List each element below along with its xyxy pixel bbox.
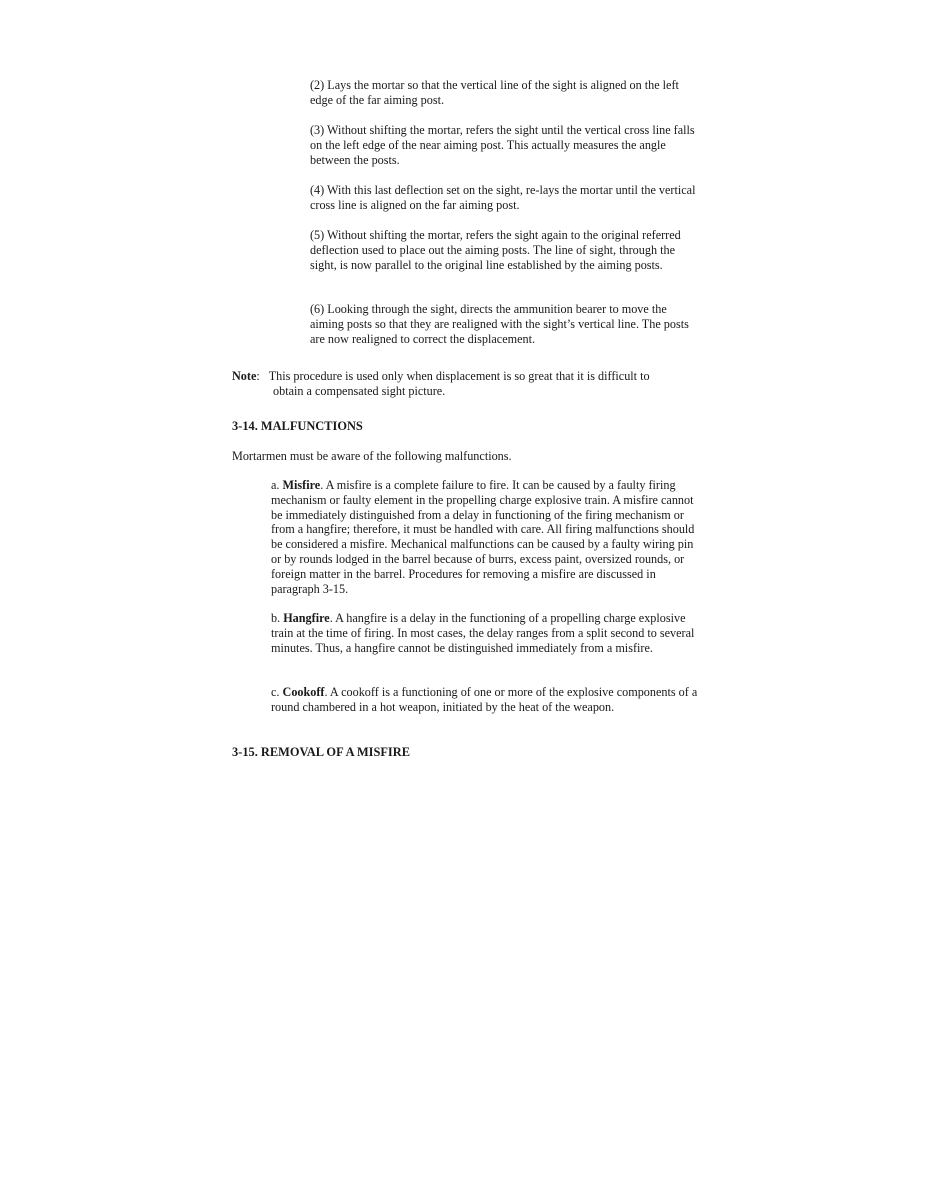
hangfire-paragraph — [271, 611, 701, 655]
note-line-1 — [232, 369, 702, 384]
malfunctions-intro: Mortarmen must be aware of the following malfunctions. — [232, 449, 512, 463]
step-3-paragraph: (3) Without shifting the mortar, refers the sight until the vertical cross line falls on the left edge of the near aiming post. This actually measures the angle between the posts. — [310, 123, 695, 167]
misfire-term: Misfire — [282, 478, 321, 492]
hangfire-term: Hangfire — [283, 611, 330, 625]
step-6-paragraph: (6) Looking through the sight, directs the ammunition bearer to move the aiming posts so that they are realigned with the sight’s vertical line. The posts are now realigned to correct the displacement. — [310, 302, 689, 346]
misfire-paragraph — [271, 478, 701, 596]
note-label: Note — [232, 369, 257, 383]
cookoff-paragraph — [271, 685, 701, 715]
step-4-paragraph: (4) With this last deflection set on the sight, re-lays the mortar until the vertical cross line is aligned on the far aiming post. — [310, 183, 696, 212]
note-block — [232, 369, 702, 399]
section-heading-removal-of-misfire: 3-15. REMOVAL OF A MISFIRE — [232, 745, 410, 759]
hangfire-text: . A hangfire is a delay in the functioning of a propelling charge explosive train at the time of firing. In most cases, the delay ranges from a split second to several minutes. Thus, a hangfire cannot be distinguished immediately from a misfire. — [271, 611, 695, 655]
note-separator: : — [256, 369, 260, 383]
step-5-paragraph: (5) Without shifting the mortar, refers the sight again to the original referred deflection used to place out the aiming posts. The line of sight, through the sight, is now parallel to the original line established by the aiming posts. — [310, 228, 681, 272]
hangfire-prefix: b. — [271, 611, 281, 625]
note-text-line-1: This procedure is used only when displacement is so great that it is difficult to — [268, 369, 650, 383]
misfire-prefix: a. — [271, 478, 280, 492]
cookoff-prefix: c. — [271, 685, 280, 699]
cookoff-text: . A cookoff is a functioning of one or more of the explosive components of a round chambered in a hot weapon, initiated by the heat of the weapon. — [271, 685, 698, 714]
cookoff-term: Cookoff — [282, 685, 325, 699]
section-heading-malfunctions: 3-14. MALFUNCTIONS — [232, 419, 363, 433]
misfire-text: . A misfire is a complete failure to fire. It can be caused by a faulty firing mechanism or faulty element in the propelling charge explosive train. A misfire cannot be immediately distinguished from a delay in functioning of the firing mechanism or from a hangfire; therefore, it must be handled with care. All firing malfunctions should be considered a misfire. Mechanical malfunctions can be caused by a faulty wiring pin or by rounds lodged in the barrel because of burrs, excess paint, oversized rounds, or foreign matter in the barrel. Procedures for removing a misfire are discussed in paragraph 3-15. — [271, 478, 695, 596]
note-text-line-2: obtain a compensated sight picture. — [273, 383, 446, 398]
step-2-paragraph: (2) Lays the mortar so that the vertical line of the sight is aligned on the left edge of the far aiming post. — [310, 78, 679, 107]
